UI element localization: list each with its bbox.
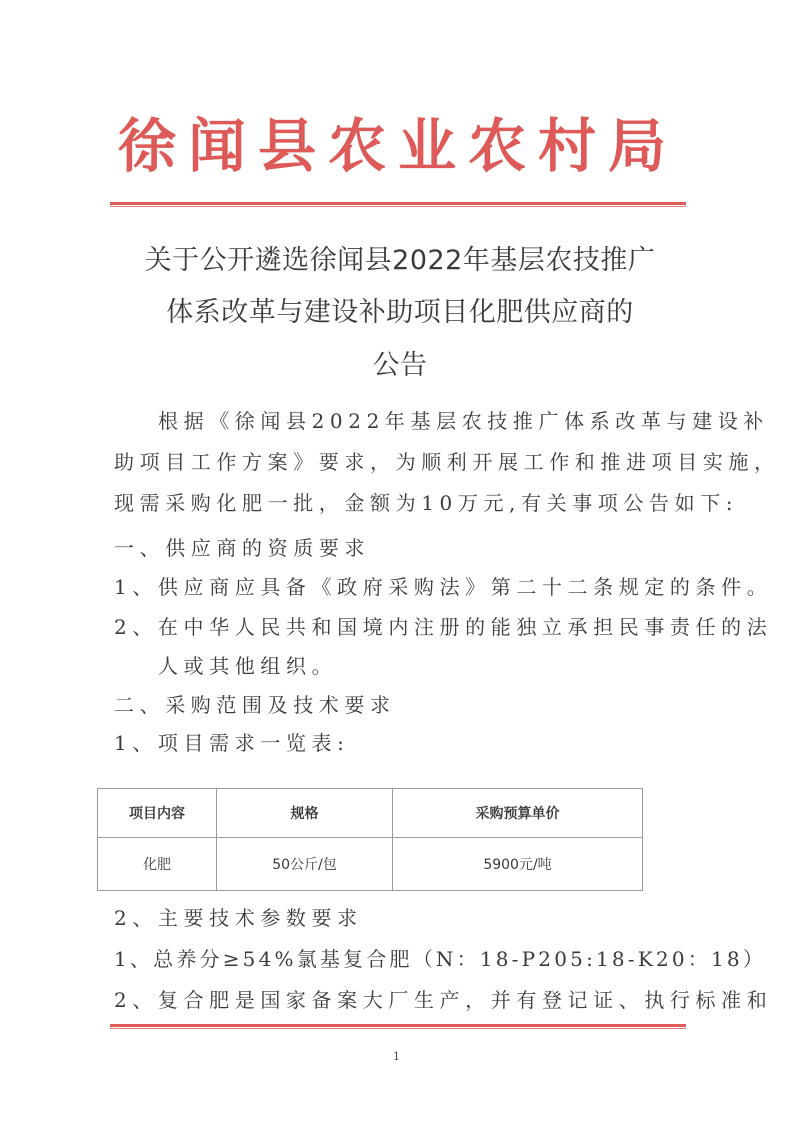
section-1-heading: 一、供应商的资质要求 [114,536,370,560]
table-row [98,838,643,891]
section-2-sub-2: 2、主要技术参数要求 [114,906,363,930]
doc-title-line-2: 体系改革与建设补助项目化肥供应商的 [166,297,634,328]
intro-line-3: 现需采购化肥一批，金额为10万元,有关事项公告如下: [114,491,739,515]
intro-line-2: 助项目工作方案》要求，为顺利开展工作和推进项目实施， [114,450,780,474]
table-header: 采购预算单价 [393,789,643,838]
requirements-table [97,788,643,891]
page-number: 1 [393,1050,400,1063]
table-cell: 化肥 [98,838,217,891]
doc-title-line-1: 关于公开遴选徐闻县2022年基层农技推广 [144,245,656,276]
param-1: 1、总养分≥54%氯基复合肥（N：18-P205:18-K20：18） [114,947,767,971]
section-1-item-1: 1、供应商应具备《政府采购法》第二十二条规定的条件。 [114,575,773,599]
table-cell: 5900元/吨 [393,838,643,891]
table-cell: 50公斤/包 [217,838,393,891]
table-header: 项目内容 [98,789,217,838]
masthead-org-name: 徐闻县农业农村局 [117,112,678,180]
footer-divider [110,1024,686,1029]
doc-title-line-3: 公告 [372,350,428,381]
section-1-item-2-cont: 人或其他组织。 [158,654,338,678]
section-2-sub-1: 1、项目需求一览表: [114,731,350,755]
table-header-row [98,789,643,838]
intro-line-1: 根据《徐闻县2022年基层农技推广体系改革与建设补 [158,409,769,433]
masthead-divider [110,202,686,207]
table-header: 规格 [217,789,393,838]
section-2-heading: 二、采购范围及技术要求 [114,693,396,717]
param-2: 2、复合肥是国家备案大厂生产，并有登记证、执行标准和 [114,988,773,1012]
section-1-item-2: 2、在中华人民共和国境内注册的能独立承担民事责任的法 [114,615,773,639]
